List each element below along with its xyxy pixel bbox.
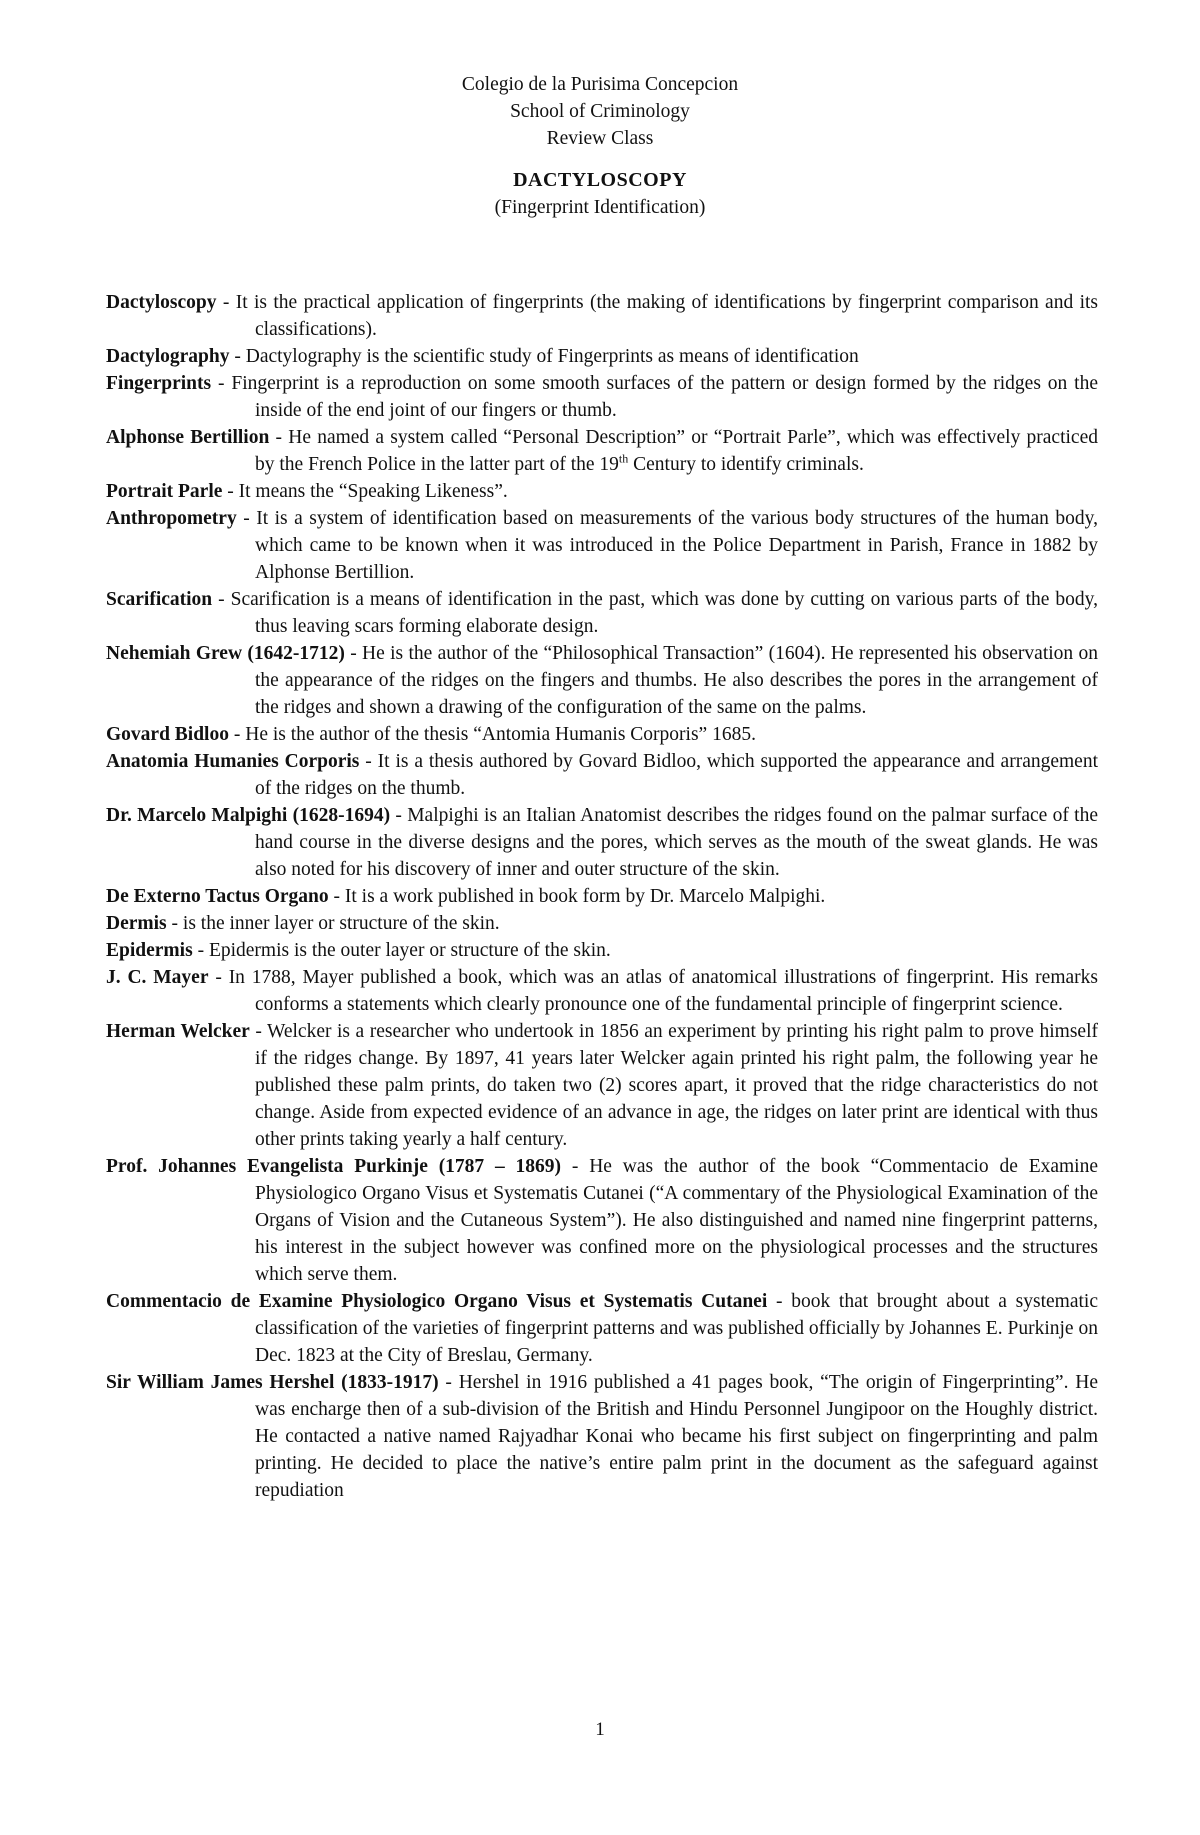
definition-text: Fingerprint is a reproduction on some smooth surfaces of the pattern or design formed by the ridges on the inside of the end joint of our fingers or thumb. (231, 373, 1098, 421)
definition-text: Scarification is a means of identification in the past, which was done by cutting on various parts of the body, thus leaving scars forming elaborate design. (230, 589, 1098, 637)
definition-term: Dactyloscopy (106, 292, 217, 313)
definition-text: It is a system of identification based on measurements of the various body structures of the human body, which came to be known when it was introduced in the Police Department in Parish, France in 1882 by Alphonse Bertillion. (255, 508, 1098, 583)
class-name: Review Class (546, 128, 654, 149)
definition-entry (106, 289, 1098, 343)
definition-separator: - (438, 1372, 459, 1393)
definition-term: Commentacio de Examine Physiologico Organo Visus et Systematis Cutanei (106, 1291, 768, 1312)
definition-entry (106, 478, 1098, 505)
definition-entry (106, 1018, 1098, 1153)
department-name: School of Criminology (510, 101, 690, 122)
definition-separator: - (269, 427, 289, 448)
school-name: Colegio de la Purisima Concepcion (461, 74, 739, 95)
definition-text: book that brought about a systematic classification of the varieties of fingerprint patterns and was published officially by Johannes E. Purkinje on Dec. 1823 at the City of Breslau, Germany. (255, 1291, 1099, 1366)
definition-term: Scarification (106, 589, 213, 610)
definition-entry (106, 721, 1098, 748)
definition-separator: - (359, 751, 378, 772)
definition-entry (106, 748, 1098, 802)
definition-term: J. C. Mayer (106, 967, 209, 988)
definition-entry (106, 424, 1098, 478)
definition-term: Nehemiah Grew (1642-1712) (106, 643, 345, 664)
definition-separator: - (229, 346, 246, 367)
definition-term: Alphonse Bertillion (106, 427, 270, 448)
definition-text: Epidermis is the outer layer or structure of the skin. (208, 940, 611, 961)
definition-entry (106, 1153, 1098, 1288)
definition-text: Welcker is a researcher who undertook in 1856 an experiment by printing his right palm to prove himself if the ridges change. By 1897, 41 years later Welcker again printed his right palm, the following year he published these palm prints, do taken two (2) scores apart, it proved that the ridge characteristics do not change. Aside from expected evidence of an advance in age, the ridges on later print are identical with thus other prints taking yearly a half century. (255, 1021, 1098, 1150)
definition-term: Fingerprints (106, 373, 212, 394)
definition-term: Dermis (106, 913, 167, 934)
definition-term: De Externo Tactus Organo (106, 886, 329, 907)
definition-separator: - (344, 643, 363, 664)
definition-text: Hershel in 1916 published a 41 pages book, “The origin of Fingerprinting”. He was encharge then of a sub-division of the British and Hindu Personnel Jungipoor on the Houghly district. He contacted a native named Rajyadhar Konai who became his first subject on fingerprinting and palm printing. He decided to place the native’s entire palm print in the document as the safeguard against repudiation (255, 1372, 1098, 1501)
definition-text: He is the author of the thesis “Antomia Humanis Corporis” 1685. (245, 724, 756, 745)
definition-separator: - (166, 913, 183, 934)
definition-text: It is the practical application of fingerprints (the making of identifications by fingerprint comparison and its classifications). (235, 292, 1099, 340)
definition-term: Anthropometry (106, 508, 237, 529)
definition-separator: - (208, 967, 229, 988)
definition-text: He named a system called “Personal Description” or “Portrait Parle”, which was effectively practiced by the French Police in the latter part of the 19th Century to identify criminals. (255, 427, 1098, 475)
definition-term: Prof. Johannes Evangelista Purkinje (1787 – 1869) (106, 1156, 562, 1177)
definition-term: Sir William James Hershel (1833-1917) (106, 1372, 439, 1393)
definition-text: Malpighi is an Italian Anatomist describes the ridges found on the palmar surface of the hand course in the diverse designs and the pores, which serves as the mouth of the sweat glands. He was also noted for his discovery of inner and outer structure of the skin. (255, 805, 1098, 880)
definition-separator: - (561, 1156, 590, 1177)
definition-entry (106, 802, 1098, 883)
definition-term: Epidermis (106, 940, 193, 961)
definition-text: It is a work published in book form by Dr. Marcelo Malpighi. (344, 886, 826, 907)
definition-entry (106, 1288, 1098, 1369)
definition-entry (106, 505, 1098, 586)
definition-separator: - (192, 940, 209, 961)
document-title: DACTYLOSCOPY (513, 169, 687, 191)
definition-separator: - (216, 292, 236, 313)
definition-separator: - (390, 805, 408, 826)
definition-text: He is the author of the “Philosophical Transaction” (1604). He represented his observation on the appearance of the ridges on the fingers and thumbs. He also describes the pores in the arrangement of the ridges and shown a drawing of the configuration of the same on the palms. (255, 643, 1098, 718)
definition-entry (106, 964, 1098, 1018)
definition-separator: - (222, 481, 239, 502)
definition-term: Dactylography (106, 346, 230, 367)
document-subtitle: (Fingerprint Identification) (494, 197, 706, 218)
definition-entry (106, 937, 1098, 964)
definition-text: It is a thesis authored by Govard Bidloo, which supported the appearance and arrangement of the ridges on the thumb. (255, 751, 1099, 799)
definition-entry (106, 1369, 1098, 1504)
definition-separator: - (236, 508, 257, 529)
definition-term: Herman Welcker (106, 1021, 250, 1042)
definition-text: is the inner layer or structure of the skin. (182, 913, 500, 934)
definition-text: It means the “Speaking Likeness”. (238, 481, 508, 502)
definition-separator: - (249, 1021, 267, 1042)
definition-entry (106, 343, 1098, 370)
definition-term: Portrait Parle (106, 481, 223, 502)
definition-entry (106, 910, 1098, 937)
page-number: 1 (595, 1719, 605, 1740)
definition-text: In 1788, Mayer published a book, which was an atlas of anatomical illustrations of fingerprint. His remarks conforms a statements which clearly pronounce one of the fundamental principle of fingerprint science. (228, 967, 1098, 1015)
definition-entry (106, 883, 1098, 910)
definition-separator: - (212, 589, 231, 610)
definition-term: Anatomia Humanies Corporis (106, 751, 360, 772)
document-header (0, 71, 1200, 221)
definition-term: Dr. Marcelo Malpighi (1628-1694) (106, 805, 391, 826)
definition-entry (106, 370, 1098, 424)
definition-entry (106, 640, 1098, 721)
definition-text: Dactylography is the scientific study of Fingerprints as means of identification (245, 346, 859, 367)
definition-separator: - (211, 373, 232, 394)
definition-separator: - (228, 724, 246, 745)
definition-separator: - (328, 886, 345, 907)
definition-list (106, 289, 1098, 1504)
definition-separator: - (767, 1291, 792, 1312)
definition-term: Govard Bidloo (106, 724, 229, 745)
definition-entry (106, 586, 1098, 640)
definition-text: He was the author of the book “Commentacio de Examine Physiologico Organo Visus et Systematis Cutanei (“A commentary of the Physiological Examination of the Organs of Vision and the Cutaneous System”). He also distinguished and named nine fingerprint patterns, his interest in the subject however was confined more on the physiological processes and the structures which serve them. (255, 1156, 1099, 1285)
